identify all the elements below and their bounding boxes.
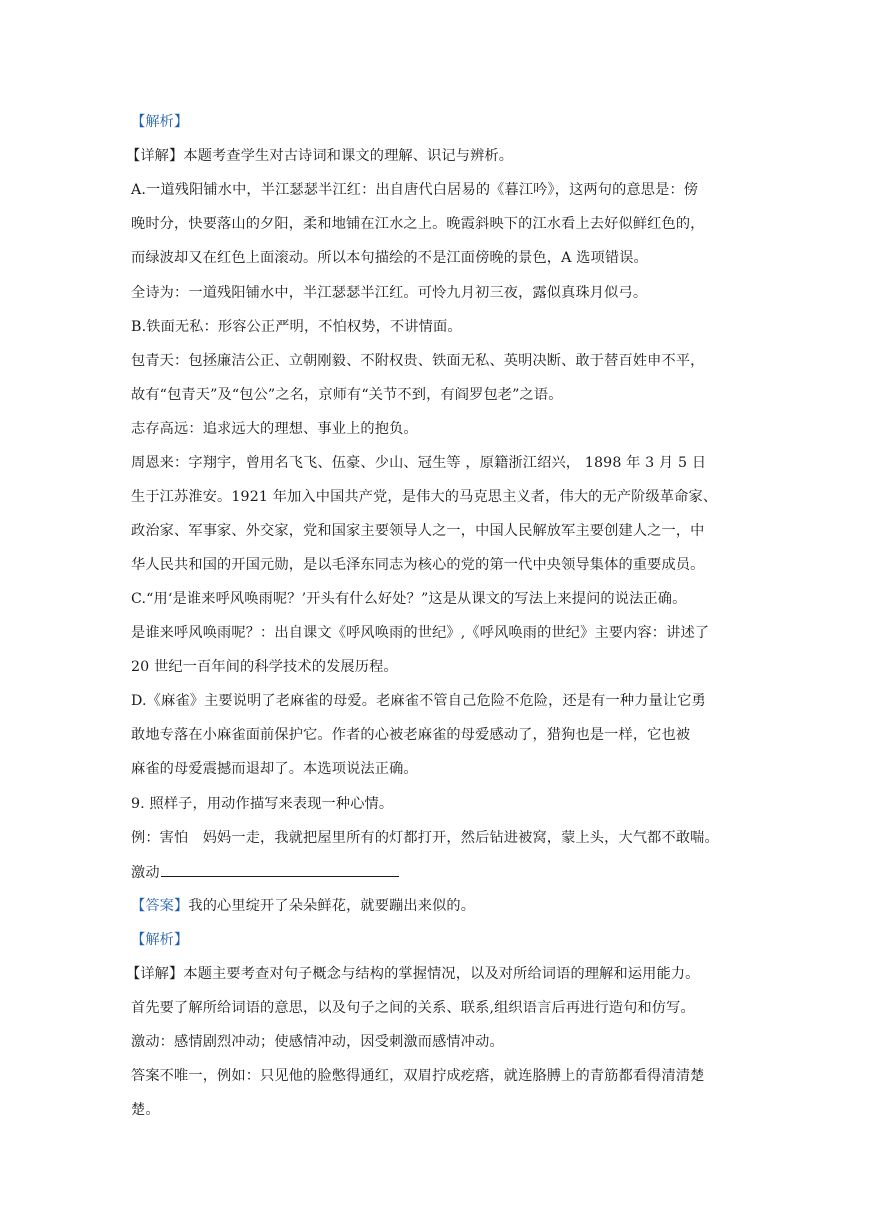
zhou-enlai-line-1: 周恩来：字翔宇，曾用名飞飞、伍豪、少山、冠生等 ，原籍浙江绍兴， 1898 年 3 月 5 日 xyxy=(131,455,707,471)
detail-paragraph-2 xyxy=(126,964,700,984)
detail-text: 本题考查学生对古诗词和课文的理解、识记与辨析。 xyxy=(183,148,514,164)
sample-answer-line-1: 答案不唯一，例如：只见他的脸憋得通红，双眉拧成疙瘩，就连胳膊上的青筋都看得清清楚 xyxy=(131,1068,705,1084)
option-d-line-1: D.《麻雀》主要说明了老麻雀的母爱。老麻雀不管自己危险不危险，还是有一种力量让它勇 xyxy=(131,693,706,709)
option-d-line-3: 麻雀的母爱震撼而退却了。本选项说法正确。 xyxy=(131,761,418,777)
option-b-line: B.铁面无私：形容公正严明，不怕权势，不讲情面。 xyxy=(131,319,462,335)
option-a-line-2: 晚时分，快要落山的夕阳，柔和地铺在江水之上。晚霞斜映下的江水看上去好似鲜红色的， xyxy=(131,216,705,232)
zhou-enlai-line-4: 华人民共和国的开国元勋，是以毛泽东同志为核心的党的第一代中央领导集体的重要成员。 xyxy=(131,557,705,573)
fill-label: 激动 xyxy=(131,865,160,881)
question-9-prompt: 9. 照样子，用动作描写来表现一种心情。 xyxy=(131,796,394,812)
analysis-heading: 【解析】 xyxy=(131,114,189,130)
answer-blank[interactable] xyxy=(161,862,399,877)
option-a-line-1: A.一道残阳铺水中，半江瑟瑟半江红：出自唐代白居易的《暮江吟》，这两句的意思是：傍 xyxy=(131,182,699,198)
bao-qingtian-line-1: 包青天：包拯廉洁公正、立朝刚毅、不附权贵、铁面无私、英明决断、敢于替百姓申不平， xyxy=(131,353,705,369)
option-c-line-2: 是谁来呼风唤雨呢？：出自课文《呼风唤雨的世纪》,《呼风唤雨的世纪》主要内容：讲述了 xyxy=(131,625,710,641)
zhou-enlai-line-3: 政治家、军事家、外交家，党和国家主要领导人之一，中国人民解放军主要创建人之一，中 xyxy=(131,523,705,539)
detail-tag-2: 【详解】 xyxy=(126,966,184,982)
detail-line-2: 首先要了解所给词语的意思，以及句子之间的关系、联系,组织语言后再进行造句和仿写。 xyxy=(131,1000,695,1016)
detail-text-2: 本题主要考查对句子概念与结构的掌握情况，以及对所给词语的理解和运用能力。 xyxy=(183,966,700,982)
zhicun-line: 志存高远：追求远大的理想、事业上的抱负。 xyxy=(131,421,418,437)
question-9-example: 例：害怕 妈妈一走，我就把屋里所有的灯都打开，然后钻进被窝，蒙上头，大气都不敢喘。 xyxy=(131,830,719,846)
poem-line: 全诗为：一道残阳铺水中，半江瑟瑟半江红。可怜九月初三夜，露似真珠月似弓。 xyxy=(131,285,648,301)
zhou-enlai-line-2: 生于江苏淮安。1921 年加入中国共产党，是伟大的马克思主义者，伟大的无产阶级革命家、 xyxy=(131,489,718,505)
option-a-line-3: 而绿波却又在红色上面滚动。所以本句描绘的不是江面傍晚的景色，A 选项错误。 xyxy=(131,250,648,266)
sample-answer-line-2: 楚。 xyxy=(131,1102,160,1118)
definition-line: 激动：感情剧烈冲动；使感情冲动，因受刺激而感情冲动。 xyxy=(131,1034,504,1050)
answer-paragraph xyxy=(131,896,475,916)
detail-tag: 【详解】 xyxy=(126,148,184,164)
option-c-line-1: C.“用‘是谁来呼风唤雨呢？’开头有什么好处？”这是从课文的写法上来提问的说法正确。 xyxy=(131,591,687,607)
option-d-line-2: 敢地专落在小麻雀面前保护它。作者的心被老麻雀的母爱感动了，猎狗也是一样，它也被 xyxy=(131,727,691,743)
answer-text: 我的心里绽开了朵朵鲜花，就要蹦出来似的。 xyxy=(188,898,476,914)
bao-qingtian-line-2: 故有“包青天”及“包公”之名，京师有“关节不到，有阎罗包老”之语。 xyxy=(131,387,563,403)
detail-paragraph xyxy=(126,146,513,166)
fill-in-line xyxy=(131,862,399,883)
option-c-line-3: 20 世纪一百年间的科学技术的发展历程。 xyxy=(131,659,398,675)
analysis-heading-2: 【解析】 xyxy=(131,932,189,948)
answer-tag: 【答案】 xyxy=(131,898,189,914)
